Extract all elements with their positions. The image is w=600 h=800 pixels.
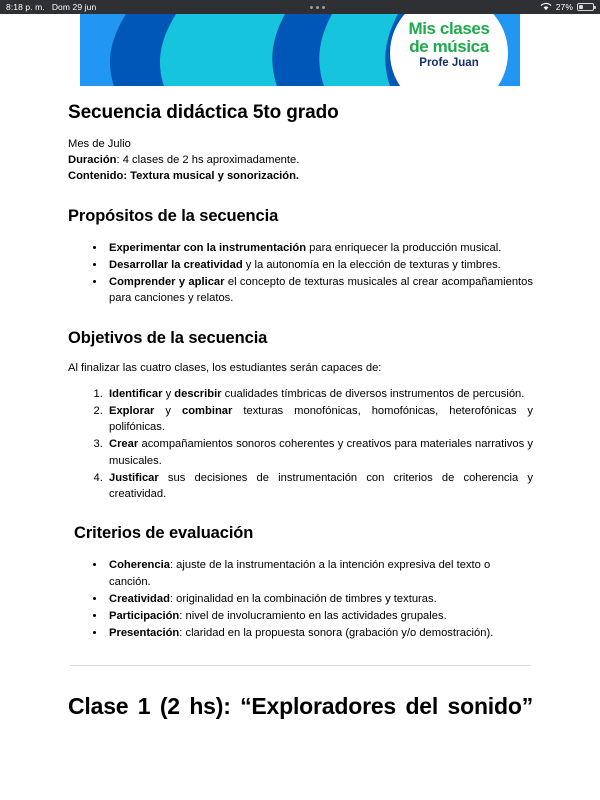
brand-logo-line3: Profe Juan	[419, 57, 479, 69]
music-note-icon	[390, 20, 500, 86]
list-item-mid: y	[162, 387, 175, 400]
status-bar-right	[540, 2, 594, 13]
status-date: Dom 29 jun	[51, 2, 97, 12]
status-bar	[0, 0, 600, 14]
list-item-bold: Coherencia	[109, 559, 170, 572]
list-item-text: : claridad en la propuesta sonora (grabación y/o demostración).	[179, 627, 494, 640]
list-item	[106, 591, 533, 607]
proposals-list	[68, 240, 533, 307]
list-item-text: : originalidad en la combinación de timbres y texturas.	[169, 592, 437, 605]
brand-logo-line1: Mis clases	[408, 19, 490, 38]
list-item-bold: Desarrollar la creatividad	[109, 258, 243, 271]
list-item	[106, 557, 533, 589]
list-item-text: cualidades tímbricas de diversos instrumentos de percusión.	[221, 387, 525, 400]
class-heading: Clase 1 (2 hs): “Exploradores del sonido”	[68, 693, 533, 720]
meta-content-value: : Textura musical y sonorización.	[123, 169, 300, 182]
list-item-text: para enriquecer la producción musical.	[306, 241, 502, 254]
list-item	[106, 470, 533, 502]
document-content	[68, 102, 533, 721]
list-item-bold2: describir	[174, 387, 222, 400]
list-item-text: y la autonomía en la elección de texturas y timbres.	[242, 258, 501, 271]
page-title: Secuencia didáctica 5to grado	[68, 102, 339, 123]
list-item-bold: Explorar	[109, 404, 155, 417]
brand-logo-line2: de música	[409, 37, 489, 56]
list-item	[106, 436, 533, 468]
battery-fill	[579, 5, 583, 10]
status-time: 8:18 p. m.	[6, 2, 45, 12]
list-item	[106, 625, 533, 641]
wifi-icon	[540, 2, 552, 13]
meta-content-label: Contenido	[68, 169, 124, 182]
list-item-bold2: combinar	[182, 404, 233, 417]
document-meta	[68, 137, 533, 185]
section-heading-proposals: Propósitos de la secuencia	[68, 206, 279, 225]
list-item-text: el concepto de texturas musicales al crear acompañamientos para canciones y relatos.	[109, 276, 533, 305]
list-item-bold: Comprender y aplicar	[109, 276, 225, 289]
meta-duration-value: : 4 clases de 2 hs aproximadamente.	[116, 153, 300, 166]
meta-duration-label: Duración	[68, 153, 117, 166]
list-item-text: texturas monofónicas, homofónicas, heterofónicas y polifónicas.	[109, 404, 534, 434]
meta-duration	[68, 153, 533, 169]
meta-content	[68, 169, 533, 185]
list-item-text: sus decisiones de instrumentación con criterios de coherencia y creatividad.	[109, 471, 533, 501]
list-item-text: : nivel de involucramiento en las actividades grupales.	[179, 610, 447, 622]
more-dots-icon	[310, 6, 313, 9]
objectives-list	[68, 386, 533, 503]
list-item-bold: Crear	[109, 438, 139, 451]
list-item	[106, 608, 533, 624]
meta-month: Mes de Julio	[68, 138, 131, 150]
more-dots-icon	[322, 6, 325, 9]
list-item-bold: Presentación	[109, 627, 180, 640]
list-item-bold: Identificar	[109, 387, 163, 400]
section-heading-criteria: Criterios de evaluación	[74, 524, 254, 543]
document-page	[0, 14, 600, 800]
section-divider	[70, 665, 531, 666]
list-item	[106, 257, 533, 273]
battery-icon	[577, 3, 594, 12]
battery-percent: 27%	[555, 2, 573, 12]
list-item-bold: Participación	[109, 610, 180, 622]
status-bar-left	[6, 2, 96, 12]
header-banner	[80, 14, 520, 86]
section-heading-objectives: Objetivos de la secuencia	[68, 328, 268, 347]
status-bar-menu[interactable]	[96, 6, 539, 9]
list-item-mid: y	[154, 404, 182, 417]
list-item	[106, 274, 533, 306]
brand-logo	[390, 14, 508, 86]
list-item-bold: Experimentar con la instrumentación	[109, 241, 307, 254]
objectives-lead: Al finalizar las cuatro clases, los estudiantes serán capaces de:	[68, 361, 382, 374]
list-item-text: : ajuste de la instrumentación a la intención expresiva del texto o canción.	[109, 559, 491, 588]
list-item	[106, 386, 533, 402]
more-dots-icon	[316, 6, 319, 9]
list-item	[106, 240, 533, 256]
list-item-bold: Justificar	[109, 471, 159, 484]
list-item-text: acompañamientos sonoros coherentes y creativos para materiales narrativos y musicales.	[109, 438, 533, 467]
list-item-bold: Creatividad	[109, 592, 170, 605]
list-item	[106, 403, 533, 435]
criteria-list	[68, 557, 533, 641]
